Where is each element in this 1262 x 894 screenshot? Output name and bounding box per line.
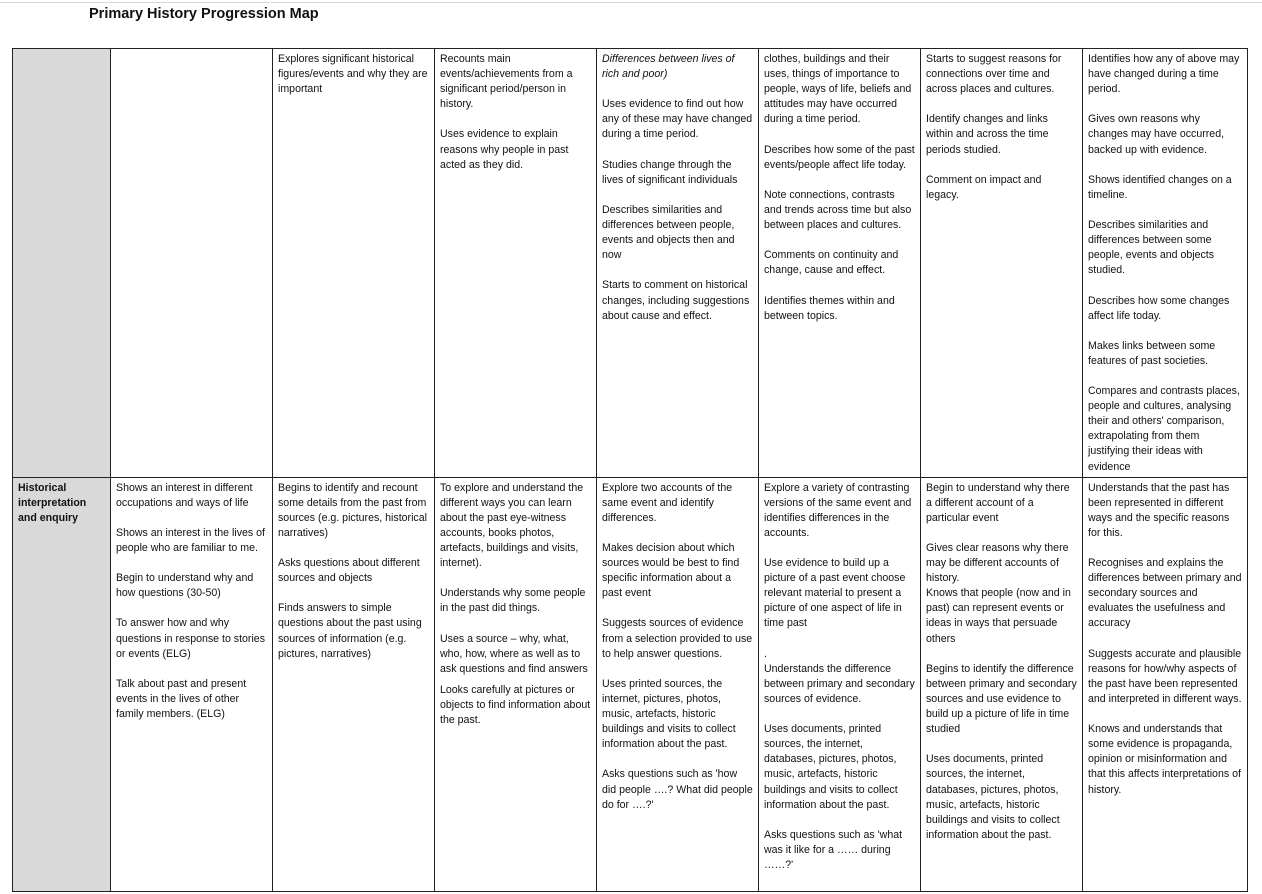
cell-paragraph: Starts to comment on historical changes, including suggestions about cause and effect. <box>602 279 750 322</box>
cell-paragraph: Asks questions such as 'how did people ….? What did people do for ….?' <box>602 768 753 811</box>
cell-paragraph: Uses documents, printed sources, the internet, databases, pictures, photos, music, artefacts, historic buildings and visits to collect information about the past. <box>764 723 898 811</box>
table-cell <box>273 477 435 891</box>
cell-paragraph: Describes similarities and differences between people, events and objects then and now <box>602 203 735 262</box>
table-cell <box>1083 49 1248 478</box>
table-cell <box>597 49 759 478</box>
table-row <box>13 477 1248 891</box>
cell-paragraph: Looks carefully at pictures or objects to find information about the past. <box>440 683 591 727</box>
top-divider <box>0 2 1262 3</box>
cell-paragraph: Begin to understand why and how questions (30-50) <box>116 572 254 600</box>
table-cell <box>759 49 921 478</box>
cell-paragraph: Knows and understands that some evidence is propaganda, opinion or misinformation and that this affects interpretations of history. <box>1088 723 1241 796</box>
table-cell <box>921 49 1083 478</box>
cell-paragraph: Uses evidence to find out how any of these may have changed during a time period. <box>602 98 753 141</box>
cell-paragraph: Uses printed sources, the internet, pictures, photos, music, artefacts, historic buildings and visits to collect information about the past. <box>602 677 736 751</box>
table-cell <box>921 477 1083 891</box>
page-title: Primary History Progression Map <box>89 6 319 22</box>
cell-paragraph: Explore a variety of contrasting versions of the same event and identifies differences in the accounts. <box>764 481 912 539</box>
cell-paragraph: Finds answers to simple questions about the past using sources of information (e.g. pictures, narratives) <box>278 602 422 660</box>
cell-paragraph: To explore and understand the different ways you can learn about the past eye-witness accounts, books photos, artefacts, buildings and visits, internet). <box>440 481 584 570</box>
cell-paragraph: Studies change through the lives of significant individuals <box>602 158 738 186</box>
cell-paragraph: Suggests sources of evidence from a selection provided to use to help answer questions. <box>602 617 753 660</box>
cell-paragraph: Shows an interest in different occupations and ways of life <box>116 481 253 509</box>
cell-paragraph: Starts to suggest reasons for connections over time and across places and cultures. <box>926 53 1062 96</box>
cell-paragraph: Recounts main events/achievements from a significant period/person in history. <box>440 53 573 111</box>
cell-paragraph: Gives own reasons why changes may have occurred, backed up with evidence. <box>1088 113 1225 156</box>
progression-map-table <box>12 48 1248 892</box>
cell-paragraph: Explore two accounts of the same event and identify differences. <box>602 481 733 524</box>
cell-paragraph: Understands why some people in the past did things. <box>440 587 586 615</box>
cell-paragraph: Describes how some changes affect life today. <box>1088 294 1230 322</box>
cell-paragraph: Makes decision about which sources would be best to find specific information about a past event <box>602 542 740 600</box>
table-cell <box>597 477 759 891</box>
cell-paragraph: Gives clear reasons why there may be different accounts of history. Knows that people (now and in past) can represent events or ideas in ways that persuade others <box>926 542 1071 645</box>
table-cell <box>111 49 273 478</box>
cell-paragraph: . Understands the difference between primary and secondary sources of evidence. <box>764 647 915 705</box>
cell-paragraph: clothes, buildings and their uses, things of importance to people, ways of life, beliefs and attitudes may have occurred during a time period. <box>764 53 912 126</box>
cell-paragraph: Uses a source – why, what, who, how, where as well as to ask questions and find answers <box>440 632 588 675</box>
cell-paragraph: Makes links between some features of past societies. <box>1088 339 1216 367</box>
table-cell <box>435 477 597 891</box>
cell-paragraph: Compares and contrasts places, people and cultures, analysing their and others' comparison, extrapolating from them justifying their ideas with evidence <box>1088 385 1240 473</box>
cell-paragraph: Uses evidence to explain reasons why people in past acted as they did. <box>440 128 569 171</box>
table-cell <box>111 477 273 891</box>
cell-paragraph: Use evidence to build up a picture of a past event choose relevant material to present a picture of one aspect of life in time past <box>764 557 906 630</box>
cell-paragraph: Begins to identify the difference between primary and secondary sources and use evidence to build up a picture of life in time studied <box>926 662 1077 736</box>
row-label: Historical interpretation and enquiry <box>13 477 111 891</box>
cell-paragraph: Begin to understand why there a different account of a particular event <box>926 481 1070 524</box>
cell-paragraph: Asks questions about different sources and objects <box>278 557 420 585</box>
cell-paragraph: Asks questions such as 'what was it like for a …… during ……?' <box>764 828 903 871</box>
row-label <box>13 49 111 478</box>
cell-paragraph: Explores significant historical figures/events and why they are important <box>278 53 428 96</box>
cell-paragraph: Comments on continuity and change, cause and effect. <box>764 249 899 277</box>
cell-paragraph: Shows identified changes on a timeline. <box>1088 173 1232 201</box>
table-cell <box>759 477 921 891</box>
cell-paragraph: Suggests accurate and plausible reasons for how/why aspects of the past have been represented and interpreted in different ways. <box>1088 647 1242 705</box>
cell-paragraph: Begins to identify and recount some details from the past from sources (e.g. pictures, historical narratives) <box>278 481 427 539</box>
cell-paragraph: To answer how and why questions in response to stories or events (ELG) <box>116 617 265 660</box>
cell-paragraph: Identify changes and links within and across the time periods studied. <box>926 113 1049 156</box>
table-cell <box>1083 477 1248 891</box>
cell-paragraph: Differences between lives of rich and poor) <box>602 53 735 81</box>
cell-paragraph: Shows an interest in the lives of people who are familiar to me. <box>116 526 265 554</box>
cell-paragraph: Describes how some of the past events/people affect life today. <box>764 143 915 171</box>
table-row <box>13 49 1248 478</box>
cell-paragraph: Recognises and explains the differences between primary and secondary sources and evaluates the usefulness and accuracy <box>1088 557 1242 630</box>
cell-paragraph: Identifies how any of above may have changed during a time period. <box>1088 53 1240 96</box>
cell-paragraph: Comment on impact and legacy. <box>926 173 1042 201</box>
table-cell <box>273 49 435 478</box>
cell-paragraph: Identifies themes within and between topics. <box>764 294 895 322</box>
cell-paragraph: Note connections, contrasts and trends across time but also between places and cultures. <box>764 188 912 232</box>
cell-paragraph: Describes similarities and differences between some people, events and objects studied. <box>1088 219 1215 277</box>
cell-paragraph: Uses documents, printed sources, the internet, databases, pictures, photos, music, artefacts, historic buildings and visits to collect information about the past. <box>926 753 1060 841</box>
table-cell <box>435 49 597 478</box>
cell-paragraph: Understands that the past has been represented in different ways and the specific reasons for this. <box>1088 481 1230 539</box>
cell-paragraph: Talk about past and present events in the lives of other family members. (ELG) <box>116 677 247 721</box>
